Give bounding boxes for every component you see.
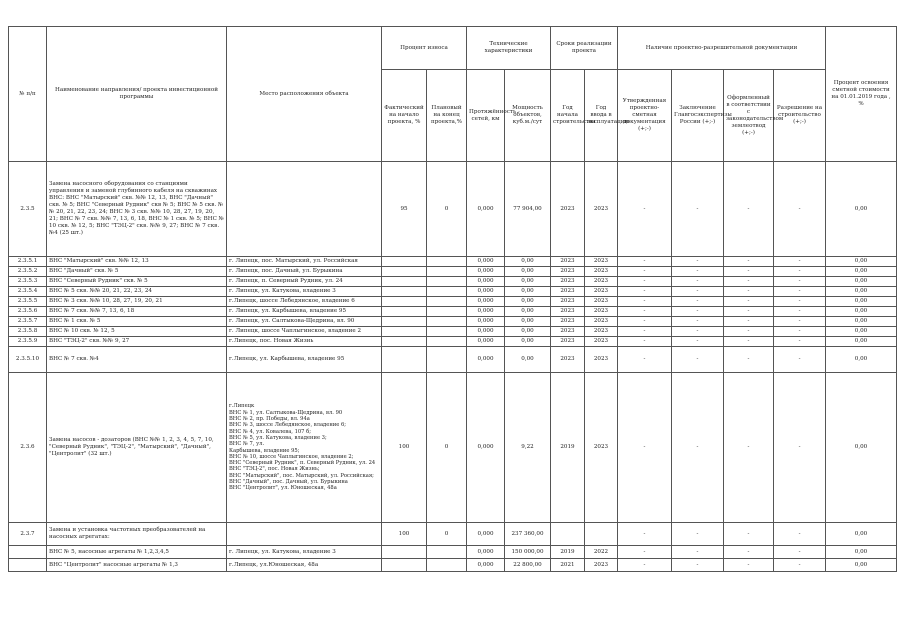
cell-pct: 0,00 (826, 523, 897, 546)
cell-d3: - (724, 317, 774, 327)
cell-place (227, 523, 382, 546)
cell-start: 2021 (551, 559, 585, 572)
cell-wear-fact: 100 (382, 523, 427, 546)
cell-d1: - (618, 337, 672, 347)
cell-d3: - (724, 546, 774, 559)
cell-place (227, 162, 382, 257)
cell-place: г. Липецк, пос. Матырский, ул. Российская (227, 257, 382, 267)
header-terms: Сроки реализации проекта (551, 27, 618, 70)
table-row (9, 277, 897, 287)
cell-wear-plan (427, 337, 467, 347)
cell-power: 0,00 (505, 317, 551, 327)
table-row (9, 546, 897, 559)
cell-end: 2023 (585, 337, 618, 347)
cell-wear-plan (427, 307, 467, 317)
cell-d1: - (618, 277, 672, 287)
cell-name: ВНС "Центролит" насосные агрегаты № 1,3 (47, 559, 227, 572)
cell-name: ВНС № 5 скв. №№ 20, 21, 22, 23, 24 (47, 287, 227, 297)
cell-d1: - (618, 347, 672, 373)
cell-wear-plan (427, 277, 467, 287)
cell-start: 2023 (551, 287, 585, 297)
table-row (9, 287, 897, 297)
cell-power: 0,00 (505, 287, 551, 297)
cell-power: 0,00 (505, 307, 551, 317)
cell-place: г. Липецк, ул. Салтыкова-Щедрина, вл. 90 (227, 317, 382, 327)
cell-power: 0,00 (505, 267, 551, 277)
cell-wear-fact (382, 347, 427, 373)
cell-pct: 0,00 (826, 257, 897, 267)
cell-d1: - (618, 373, 672, 523)
cell-d2: - (672, 559, 724, 572)
cell-end: 2023 (585, 297, 618, 307)
cell-power: 22 800,00 (505, 559, 551, 572)
header-wear-fact: Фактический на начало проекта, % (382, 70, 427, 162)
header-tech-power: Мощность объектов, куб.м./сут (505, 70, 551, 162)
cell-d1: - (618, 559, 672, 572)
cell-d3: - (724, 277, 774, 287)
cell-wear-plan (427, 327, 467, 337)
cell-d2: - (672, 297, 724, 307)
cell-d4: - (774, 373, 826, 523)
cell-pct: 0,00 (826, 317, 897, 327)
cell-end: 2023 (585, 317, 618, 327)
cell-len: 0,000 (467, 559, 505, 572)
cell-d1: - (618, 297, 672, 307)
cell-d4: - (774, 523, 826, 546)
cell-end: 2023 (585, 307, 618, 317)
cell-d1: - (618, 317, 672, 327)
table-body (9, 162, 897, 572)
cell-len: 0,000 (467, 347, 505, 373)
cell-start: 2023 (551, 257, 585, 267)
cell-d1: - (618, 267, 672, 277)
cell-place: г.Липецк, ул.Юношеская, 48а (227, 559, 382, 572)
cell-pct: 0,00 (826, 337, 897, 347)
cell-power: 0,00 (505, 327, 551, 337)
cell-name: ВНС № 7 скв. №№ 7, 13, 6, 18 (47, 307, 227, 317)
cell-pct: 0,00 (826, 546, 897, 559)
cell-d4: - (774, 347, 826, 373)
cell-d4: - (774, 307, 826, 317)
cell-d3: - (724, 327, 774, 337)
cell-len: 0,000 (467, 267, 505, 277)
cell-d3: - (724, 559, 774, 572)
cell-num: 2.3.5 (9, 162, 47, 257)
cell-num: 2.3.7 (9, 523, 47, 546)
cell-d1: - (618, 162, 672, 257)
table-row (9, 267, 897, 277)
table-row (9, 373, 897, 523)
cell-start: 2019 (551, 373, 585, 523)
table-row (9, 347, 897, 373)
cell-wear-fact (382, 287, 427, 297)
cell-end: 2023 (585, 559, 618, 572)
cell-wear-fact (382, 257, 427, 267)
cell-power: 0,00 (505, 297, 551, 307)
cell-num: 2.3.6 (9, 373, 47, 523)
cell-d3: - (724, 287, 774, 297)
cell-start: 2023 (551, 267, 585, 277)
header-term-start: Год начала строительства (551, 70, 585, 162)
header-doc-approved: Утвержденная проектно-сметная документация (+;-) (618, 70, 672, 162)
cell-d2: - (672, 267, 724, 277)
cell-start: 2023 (551, 277, 585, 287)
cell-wear-plan (427, 297, 467, 307)
cell-d2: - (672, 337, 724, 347)
cell-wear-fact (382, 327, 427, 337)
cell-wear-fact (382, 277, 427, 287)
cell-name: ВНС № 3 скв. №№ 10, 28, 27, 19, 20, 21 (47, 297, 227, 307)
cell-wear-plan (427, 546, 467, 559)
cell-power: 0,00 (505, 347, 551, 373)
cell-d3: - (724, 257, 774, 267)
cell-name: ВНС № 1 скв. № 5 (47, 317, 227, 327)
cell-len: 0,000 (467, 317, 505, 327)
table-row (9, 327, 897, 337)
table-row (9, 257, 897, 267)
cell-place: г. Липецк, пос. Дачный, ул. Бурыкина (227, 267, 382, 277)
table-row (9, 559, 897, 572)
cell-place: г. Липецк, ул. Катукова, владение 3 (227, 546, 382, 559)
cell-d4: - (774, 287, 826, 297)
cell-end: 2023 (585, 267, 618, 277)
cell-d1: - (618, 257, 672, 267)
cell-wear-plan (427, 267, 467, 277)
cell-end: 2023 (585, 287, 618, 297)
table-row (9, 317, 897, 327)
cell-name: ВНС "Дачный" скв. № 5 (47, 267, 227, 277)
cell-power: 150 000,00 (505, 546, 551, 559)
cell-num (9, 559, 47, 572)
cell-d2: - (672, 257, 724, 267)
cell-d4: - (774, 559, 826, 572)
cell-start: 2023 (551, 347, 585, 373)
cell-pct: 0,00 (826, 307, 897, 317)
cell-d1: - (618, 523, 672, 546)
cell-place: г.Липецк, шоссе Лебедянское, владение 6 (227, 297, 382, 307)
cell-d4: - (774, 257, 826, 267)
cell-power: 0,00 (505, 337, 551, 347)
cell-d1: - (618, 546, 672, 559)
cell-start (551, 523, 585, 546)
cell-pct: 0,00 (826, 277, 897, 287)
cell-d2: - (672, 307, 724, 317)
cell-d4: - (774, 337, 826, 347)
cell-pct: 0,00 (826, 162, 897, 257)
cell-d3: - (724, 347, 774, 373)
cell-place: г.Липецк, пос. Новая Жизнь (227, 337, 382, 347)
cell-name: Замена насосного оборудования со станциями управления и заменой глубинного кабеля на скважинах ВНС: ВНС "Матырский" скв. №№ 12, 13, ВНС "Дачный" скв. № 5; ВНС "Северный Рудник" скв № 5; ВНС № 5 скв. №№ 20, 21, 22, 23, 24; ВНС № 3 скв. №№ 10, 28, 27, 19, 20, 21; ВНС № 7 скв. №№ 7, 13, 6, 18, ВНС № 1 скв. № 5; ВНС № 10 скв. № 12, 5; ВНС "ТЭЦ-2" скв. №№ 9, 27; ВНС № 7 скв. №4 (25 шт.) (47, 162, 227, 257)
cell-num (9, 546, 47, 559)
cell-len: 0,000 (467, 546, 505, 559)
cell-d2: - (672, 162, 724, 257)
cell-d4: - (774, 277, 826, 287)
header-wear: Процент износа (382, 27, 467, 70)
cell-start: 2023 (551, 307, 585, 317)
cell-name: ВНС № 7 скв. №4 (47, 347, 227, 373)
cell-power: 77 904,00 (505, 162, 551, 257)
cell-power: 9,22 (505, 373, 551, 523)
cell-len: 0,000 (467, 373, 505, 523)
header-wear-plan: Плановый на конец проекта,% (427, 70, 467, 162)
cell-wear-fact (382, 267, 427, 277)
cell-wear-plan (427, 287, 467, 297)
cell-power: 0,00 (505, 277, 551, 287)
cell-d3: - (724, 373, 774, 523)
cell-d2: - (672, 546, 724, 559)
cell-len: 0,000 (467, 287, 505, 297)
cell-num: 2.3.5.7 (9, 317, 47, 327)
cell-wear-fact (382, 559, 427, 572)
cell-pct: 0,00 (826, 347, 897, 373)
header-doc-expert: Заключение Главгосэкспертизы России (+;-) (672, 70, 724, 162)
cell-end: 2023 (585, 257, 618, 267)
header-percent: Процент освоения сметной стоимости на 01.01.2019 года , % (826, 27, 897, 162)
cell-end: 2023 (585, 373, 618, 523)
cell-d2: - (672, 277, 724, 287)
cell-wear-plan: 0 (427, 162, 467, 257)
cell-d3: - (724, 523, 774, 546)
header-doc-land: Оформленный в соответствии с законодательством землеотвод (+;-) (724, 70, 774, 162)
cell-pct: 0,00 (826, 373, 897, 523)
cell-d1: - (618, 287, 672, 297)
cell-d4: - (774, 267, 826, 277)
cell-name: ВНС "Северный Рудник" скв. № 5 (47, 277, 227, 287)
table-row (9, 337, 897, 347)
header-tech-len: Протяжённость сетей, км (467, 70, 505, 162)
cell-d1: - (618, 327, 672, 337)
header-doc-permit: Разрешение на строительство (+;-) (774, 70, 826, 162)
cell-wear-plan (427, 257, 467, 267)
cell-wear-fact (382, 297, 427, 307)
cell-place: г. Липецк, ул. Карбышева, владение 95 (227, 307, 382, 317)
cell-start: 2023 (551, 162, 585, 257)
cell-num: 2.3.5.4 (9, 287, 47, 297)
cell-d4: - (774, 327, 826, 337)
cell-name: ВНС № 5, насосные агрегаты № 1,2,3,4,5 (47, 546, 227, 559)
table-row (9, 162, 897, 257)
cell-len: 0,000 (467, 337, 505, 347)
cell-start: 2023 (551, 327, 585, 337)
cell-name: ВНС "ТЭЦ-2" скв. №№ 9, 27 (47, 337, 227, 347)
cell-pct: 0,00 (826, 297, 897, 307)
investment-program-table (8, 26, 897, 572)
cell-pct: 0,00 (826, 327, 897, 337)
cell-wear-plan (427, 559, 467, 572)
cell-end: 2023 (585, 327, 618, 337)
cell-d4: - (774, 546, 826, 559)
cell-end (585, 523, 618, 546)
cell-pct: 0,00 (826, 287, 897, 297)
cell-name: ВНС № 10 скв. № 12, 5 (47, 327, 227, 337)
cell-d2: - (672, 347, 724, 373)
cell-end: 2023 (585, 277, 618, 287)
cell-d3: - (724, 162, 774, 257)
cell-wear-plan: 0 (427, 373, 467, 523)
cell-name: Замена насосов - дозаторов (ВНС №№ 1, 2, 3, 4, 5, 7, 10, "Северный Рудник", "ТЭЦ-2", "Матырский", "Дачный", "Центролит" (32 шт.) (47, 373, 227, 523)
cell-d4: - (774, 317, 826, 327)
cell-len: 0,000 (467, 327, 505, 337)
cell-place: г. Липецк, п. Северный Рудник, ул. 24 (227, 277, 382, 287)
header-num: № п/п (9, 27, 47, 162)
cell-num: 2.3.5.2 (9, 267, 47, 277)
cell-num: 2.3.5.3 (9, 277, 47, 287)
cell-num: 2.3.5.6 (9, 307, 47, 317)
cell-start: 2023 (551, 317, 585, 327)
cell-place: г. Липецк, шоссе Чаплыгинское, владение 2 (227, 327, 382, 337)
cell-wear-fact (382, 337, 427, 347)
cell-d3: - (724, 297, 774, 307)
cell-num: 2.3.5.10 (9, 347, 47, 373)
cell-wear-fact (382, 317, 427, 327)
cell-len: 0,000 (467, 297, 505, 307)
cell-d4: - (774, 297, 826, 307)
cell-len: 0,000 (467, 307, 505, 317)
cell-start: 2023 (551, 297, 585, 307)
cell-end: 2023 (585, 162, 618, 257)
cell-len: 0,000 (467, 257, 505, 267)
cell-d4: - (774, 162, 826, 257)
cell-d2: - (672, 317, 724, 327)
header-term-end: Год ввода в эксплуатацию (585, 70, 618, 162)
cell-end: 2023 (585, 347, 618, 373)
table-row (9, 523, 897, 546)
cell-wear-plan (427, 347, 467, 373)
cell-place: г. Липецк, ул. Катукова, владение 3 (227, 287, 382, 297)
cell-d3: - (724, 337, 774, 347)
cell-d2: - (672, 327, 724, 337)
cell-num: 2.3.5.5 (9, 297, 47, 307)
cell-power: 0,00 (505, 257, 551, 267)
cell-wear-plan: 0 (427, 523, 467, 546)
cell-d3: - (724, 267, 774, 277)
cell-start: 2023 (551, 337, 585, 347)
cell-wear-fact (382, 307, 427, 317)
cell-len: 0,000 (467, 162, 505, 257)
cell-num: 2.3.5.8 (9, 327, 47, 337)
header-name: Наименование направления/ проекта инвестиционной программы (47, 27, 227, 162)
cell-power: 237 360,00 (505, 523, 551, 546)
cell-place: г.Липецк, ул. Карбышева, владение 95 (227, 347, 382, 373)
cell-name: Замена и установка частотных преобразователей на насосных агрегатах: (47, 523, 227, 546)
cell-num: 2.3.5.1 (9, 257, 47, 267)
cell-wear-fact: 100 (382, 373, 427, 523)
cell-d1: - (618, 307, 672, 317)
cell-pct: 0,00 (826, 559, 897, 572)
cell-len: 0,000 (467, 523, 505, 546)
header-docs: Наличие проектно-разрешительной документации (618, 27, 826, 70)
cell-d2: - (672, 523, 724, 546)
header-place: Место расположения объекта (227, 27, 382, 162)
cell-len: 0,000 (467, 277, 505, 287)
cell-d3: - (724, 307, 774, 317)
header-tech: Технические характеристики (467, 27, 551, 70)
cell-wear-fact: 95 (382, 162, 427, 257)
cell-end: 2022 (585, 546, 618, 559)
cell-num: 2.3.5.9 (9, 337, 47, 347)
cell-place: г.Липецк ВНС № 1, ул. Салтыкова-Щедрина, вл. 90 ВНС № 2, пр. Победы, вл. 94а ВНС № 3, шоссе Лебедянское, владение 6; ВНС № 4, ул. Ковалева, 107 б; ВНС № 5, ул. Катукова, владение 3; ВНС № 7, ул. Карбышева, владение 95; ВНС № 10, шоссе Чаплыгинское, владение 2; ВНС "Северный Рудник", п. Северный Рудник, ул. 24 ВНС "ТЭЦ-2", пос. Новая Жизнь; ВНС "Матырский", пос. Матырский, ул. Российская; ВНС "Дачный", пос. Дачный, ул. Бурыкина ВНС "Центролит", ул. Юношеская, 48а (227, 373, 382, 523)
cell-pct: 0,00 (826, 267, 897, 277)
cell-start: 2019 (551, 546, 585, 559)
cell-wear-fact (382, 546, 427, 559)
table-row (9, 307, 897, 317)
cell-name: ВНС "Матырский" скв. №№ 12, 13 (47, 257, 227, 267)
cell-d2: - (672, 373, 724, 523)
cell-d2: - (672, 287, 724, 297)
cell-wear-plan (427, 317, 467, 327)
table-row (9, 297, 897, 307)
